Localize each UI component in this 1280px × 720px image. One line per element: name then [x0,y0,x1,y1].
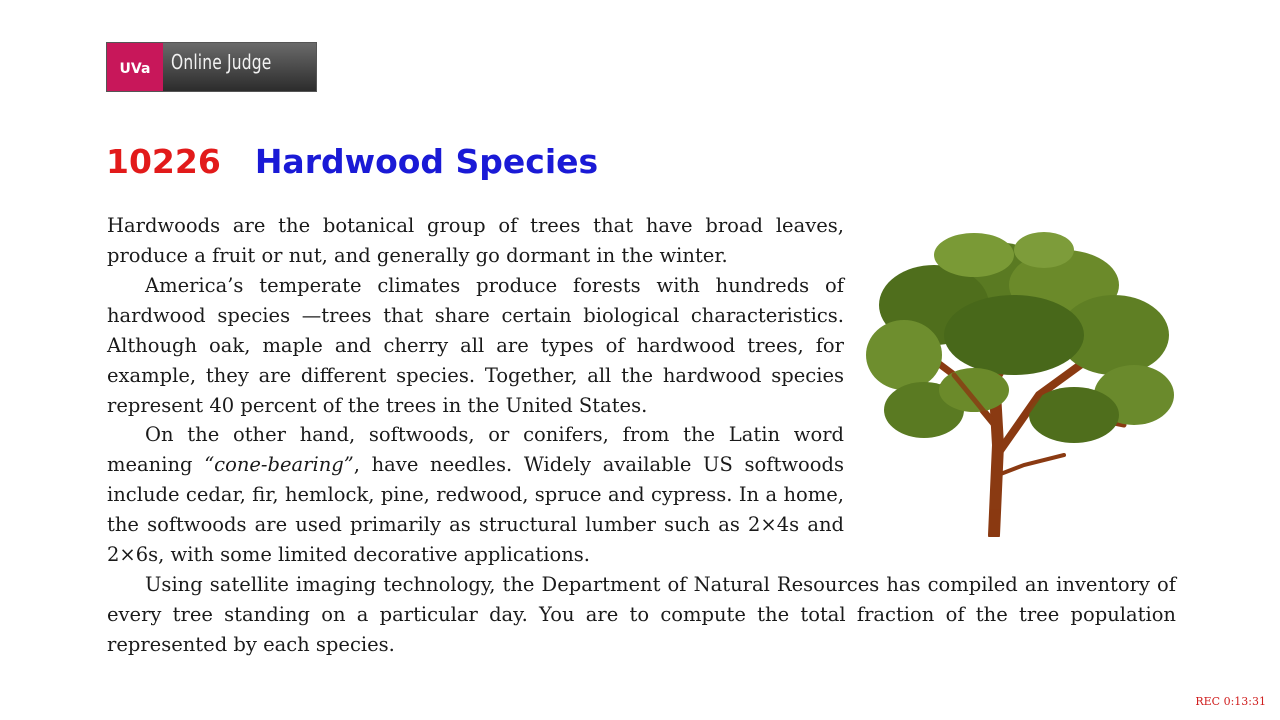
paragraph-3-emphasis: “cone-bearing” [204,453,354,476]
uva-logo[interactable] [106,42,317,92]
problem-title: Hardwood Species [254,142,599,181]
tree-illustration-icon [864,225,1176,537]
recording-timer: REC 0:13:31 [1195,695,1266,708]
logo-badge: UVa [107,43,163,91]
logo-text: Online Judge [171,50,272,74]
paragraph-3-part-1: On the other hand, softwoods, or conifers, from the Latin word meaning [107,423,844,476]
paragraph-3-part-2: , have needles. Widely available US softwoods include cedar, fir, hemlock, pine, redwood, spruce and cypress. In a home, the softwoods are used primarily as structural lumber such as 2×4s and 2×6s, with some limited decorative applications. [107,453,844,566]
paragraph-3 [107,420,844,570]
paragraph-4: Using satellite imaging technology, the Department of Natural Resources has compiled an inventory of every tree standing on a particular day. You are to compute the total fraction of the tree population represented by each species. [107,573,1176,656]
problem-heading [106,142,598,181]
problem-number: 10226 [106,142,221,181]
paragraph-2: America’s temperate climates produce forests with hundreds of hardwood species —trees that share certain biological characteristics. Although oak, maple and cherry all are types of hardwood trees, for example, they are different species. Together, all the hardwood species represent 40 percent of the trees in the United States. [107,274,844,417]
paragraph-1: Hardwoods are the botanical group of trees that have broad leaves, produce a fruit or nut, and generally go dormant in the winter. [107,214,844,267]
